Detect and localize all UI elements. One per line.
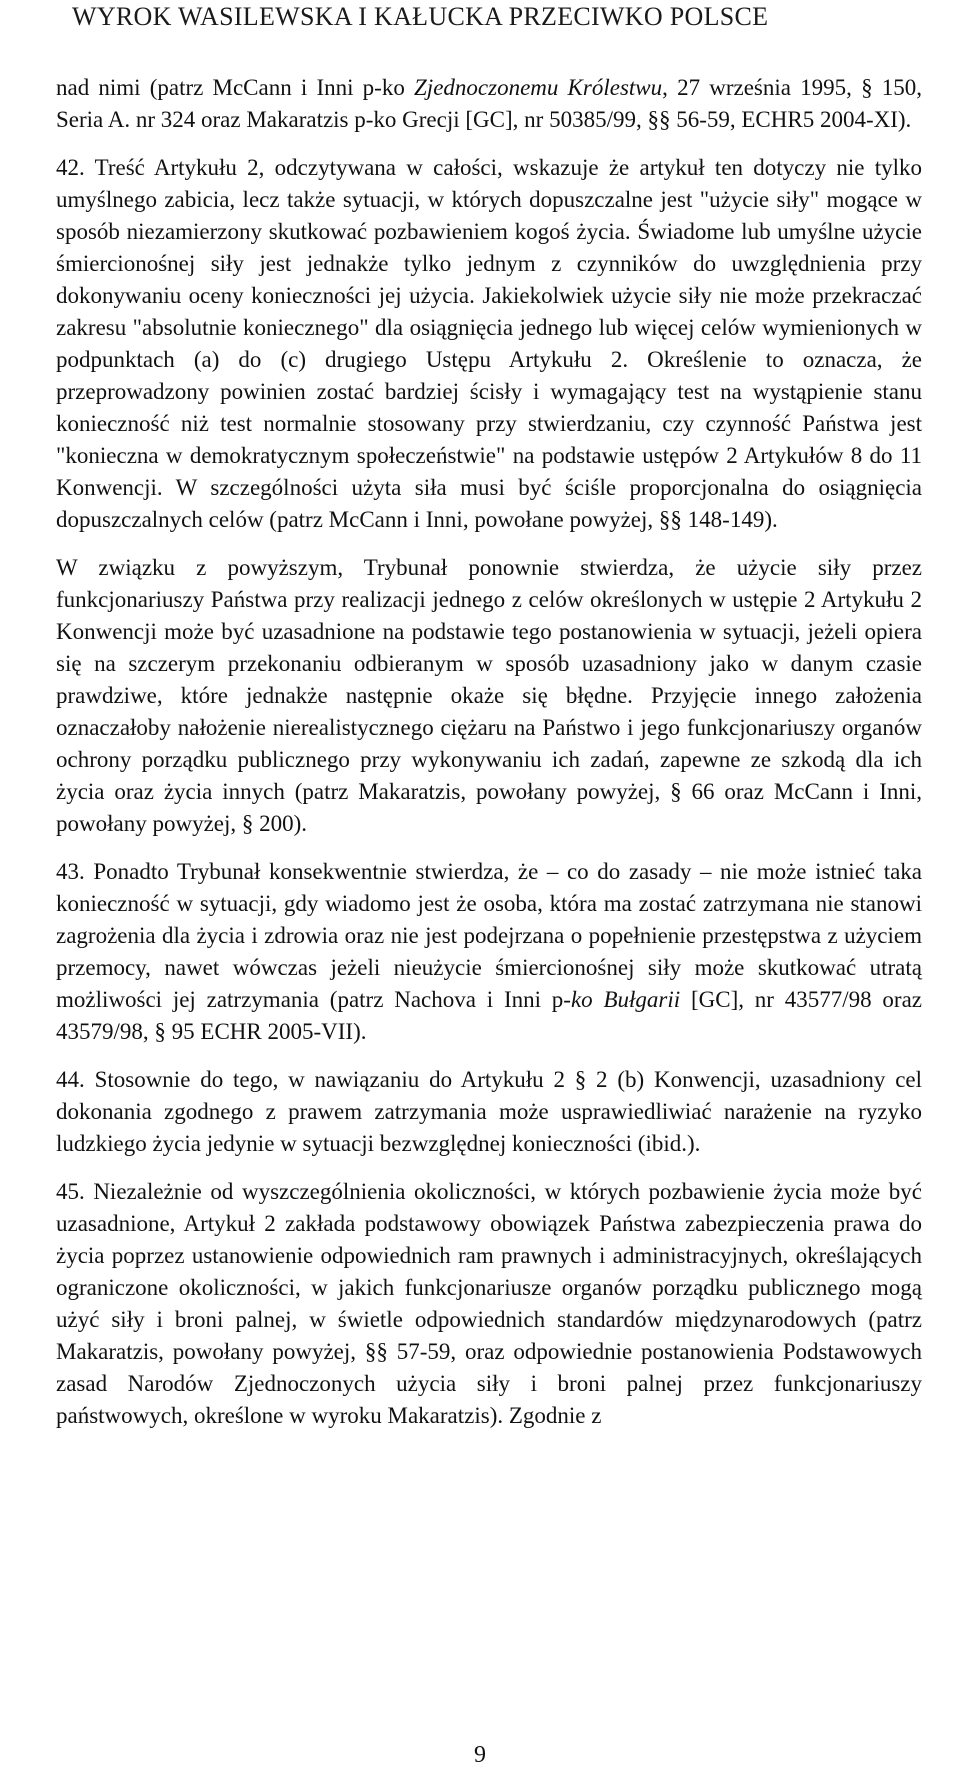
paragraph-text: W związku z powyższym, Trybunał ponownie stwierdza, że użycie siły przez funkcjonariuszy Państwa przy realizacji jednego z celów określonych w ustępie 2 Artykułu 2 Konwencji może być uzasadnione na podstawie tego postanowienia w sytuacji, jeżeli opiera się na szczerym przekonaniu odbieranym w sposób uzasadniony jako w danym czasie prawdziwe, które jednakże następnie okaże się błędne. Przyjęcie innego założenia oznaczałoby nałożenie nierealistycznego ciężaru na Państwo i jego funkcjonariuszy organów ochrony porządku publicznego przy wykonywaniu ich zadań, zapewne ze szkodą dla ich życia oraz życia innych (patrz Makaratzis, powołany powyżej, § 66 oraz McCann i Inni, powołany powyżej, § 200).	[56, 555, 922, 836]
paragraph-number: 44.	[56, 1067, 85, 1092]
page-header-title: WYROK WASILEWSKA I KAŁUCKA PRZECIWKO POLSCE	[72, 2, 769, 31]
page-number: 9	[474, 1742, 486, 1768]
paragraph-continuation	[56, 72, 922, 136]
paragraph-44	[56, 1064, 922, 1160]
paragraph-number: 42.	[56, 155, 85, 180]
paragraph-number: 43.	[56, 859, 85, 884]
paragraph-text: Ponadto Trybunał konsekwentnie stwierdza, że – co do zasady – nie może istnieć taka konieczność w sytuacji, gdy wiadomo jest że osoba, która ma zostać zatrzymana nie stanowi zagrożenia dla życia i zdrowia oraz nie jest podejrzana o popełnienie przestępstwa z użyciem przemocy, nawet wówczas jeżeli nieużycie śmiercionośnej siły może skutkować utratą możliwości jej zatrzymania (patrz Nachova i Inni p-	[56, 859, 922, 1012]
paragraph-number: 45.	[56, 1179, 85, 1204]
paragraph-text: Treść Artykułu 2, odczytywana w całości, wskazuje że artykuł ten dotyczy nie tylko umyślnego zabicia, lecz także sytuacji, w których dopuszczalne jest "użycie siły" mogące w sposób niezamierzony skutkować pozbawieniem kogoś życia. Świadome lub umyślne użycie śmiercionośnej siły jest jednakże tylko jednym z czynników do uwzględnienia przy dokonywaniu oceny konieczności jej użycia. Jakiekolwiek użycie siły nie może przekraczać zakresu "absolutnie koniecznego" dla osiągnięcia jednego lub więcej celów wymienionych w podpunktach (a) do (c) drugiego Ustępu Artykułu 2. Określenie to oznacza, że przeprowadzony powinien zostać bardziej ścisły i wymagający test na wystąpienie stanu konieczność niż test normalnie stosowany przy stwierdzaniu, czy czynność Państwa jest "konieczna w demokratycznym społeczeństwie" na podstawie ustępów 2 Artykułów 8 do 11 Konwencji. W szczególności użyta siła musi być ściśle proporcjonalna do osiągnięcia dopuszczalnych celów (patrz McCann i Inni, powołane powyżej, §§ 148-149).	[56, 155, 922, 532]
paragraph-42	[56, 152, 922, 536]
paragraph-43	[56, 856, 922, 1048]
document-body	[56, 72, 922, 1448]
paragraph-text: [GC], nr 43577/98 oraz 43579/98, § 95 ECHR 2005-VII).	[56, 987, 922, 1044]
paragraph-45	[56, 1176, 922, 1432]
paragraph-42-continued	[56, 552, 922, 840]
paragraph-text: Niezależnie od wyszczególnienia okoliczności, w których pozbawienie życia może być uzasadnione, Artykuł 2 zakłada podstawowy obowiązek Państwa zabezpieczenia prawa do życia poprzez ustanowienie odpowiednich ram prawnych i administracyjnych, określających ograniczone okoliczności, w jakich funkcjonariusze organów porządku publicznego mogą użyć siły i broni palnej, w świetle odpowiednich standardów międzynarodowych (patrz Makaratzis, powołany powyżej, §§ 57-59, oraz odpowiednie postanowienia Podstawowych zasad Narodów Zjednoczonych użycia siły i broni palnej przez funkcjonariuszy państwowych, określone w wyroku Makaratzis). Zgodnie z	[56, 1179, 922, 1428]
italic-segment: Zjednoczonemu Królestwu	[414, 75, 663, 100]
italic-segment: ko Bułgarii	[570, 987, 681, 1012]
text-segment: nad nimi (patrz McCann i Inni p-ko	[56, 75, 415, 100]
text-segment: , 27 września 1995, § 150, Seria A. nr 324 oraz Makaratzis p-ko Grecji [GC], nr 50385/99, §§ 56-59, ECHR5 2004-XI).	[56, 75, 922, 132]
paragraph-text: Stosownie do tego, w nawiązaniu do Artykułu 2 § 2 (b) Konwencji, uzasadniony cel dokonania zgodnego z prawem zatrzymania może usprawiedliwiać narażenie na ryzyko ludzkiego życia jedynie w sytuacji bezwzględnej konieczności (ibid.).	[56, 1067, 923, 1156]
